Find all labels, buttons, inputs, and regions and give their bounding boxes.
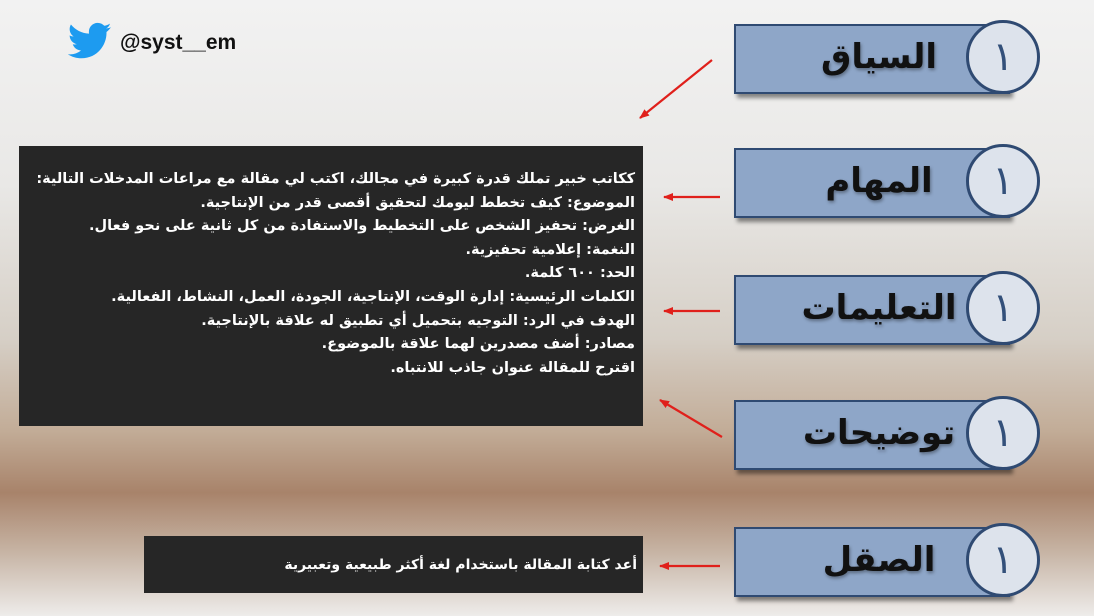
polish-text: أعد كتابة المقالة باستخدام لغة أكثر طبيعية وتعبيرية	[284, 556, 637, 573]
polish-text-box	[144, 536, 643, 593]
step-clarifications	[734, 400, 1040, 472]
step-number-badge: ١	[966, 396, 1040, 470]
step-tasks	[734, 148, 1040, 220]
step-number-badge: ١	[966, 20, 1040, 94]
prompt-line: الكلمات الرئيسية: إدارة الوقت، الإنتاجية، الجودة، العمل، النشاط، الفعالية.	[111, 288, 635, 305]
prompt-text-box	[19, 146, 643, 426]
step-label: توضيحات	[802, 413, 956, 453]
step-label: السياق	[820, 37, 938, 77]
step-number-badge: ١	[966, 523, 1040, 597]
twitter-handle	[68, 22, 236, 64]
prompt-line: ككاتب خبير تملك قدرة كبيرة في مجالك، اكتب لي مقالة مع مراعات المدخلات التالية:	[36, 171, 635, 187]
handle-text: @syst__em	[120, 31, 237, 54]
step-polish	[734, 527, 1040, 599]
step-number-badge: ١	[966, 144, 1040, 218]
step-number-badge: ١	[966, 271, 1040, 345]
prompt-line: الغرض: تحفيز الشخص على التخطيط والاستفادة من كل ثانية على نحو فعال.	[89, 218, 635, 235]
step-context	[734, 24, 1040, 96]
twitter-bird-icon	[68, 22, 112, 64]
arrow-context	[640, 60, 712, 118]
arrow-clarifications	[660, 400, 722, 437]
prompt-line: الهدف في الرد: التوجيه بتحميل أي تطبيق له علاقة بالإنتاجية.	[201, 312, 635, 329]
prompt-line: مصادر: أضف مصدرين لهما علاقة بالموضوع.	[321, 336, 635, 353]
step-label: التعليمات	[801, 288, 957, 328]
prompt-line: الموضوع: كيف تخطط ليومك لتحقيق أقصى قدر من الإنتاجية.	[200, 194, 635, 211]
prompt-line: النغمة: إعلامية تحفيزية.	[465, 241, 635, 258]
step-label: الصقل	[822, 540, 936, 580]
step-label: المهام	[825, 161, 933, 201]
prompt-line: اقترح للمقالة عنوان جاذب للانتباه.	[390, 359, 635, 376]
prompt-line: الحد: ٦٠٠ كلمة.	[524, 265, 635, 282]
step-instructions	[734, 275, 1040, 347]
